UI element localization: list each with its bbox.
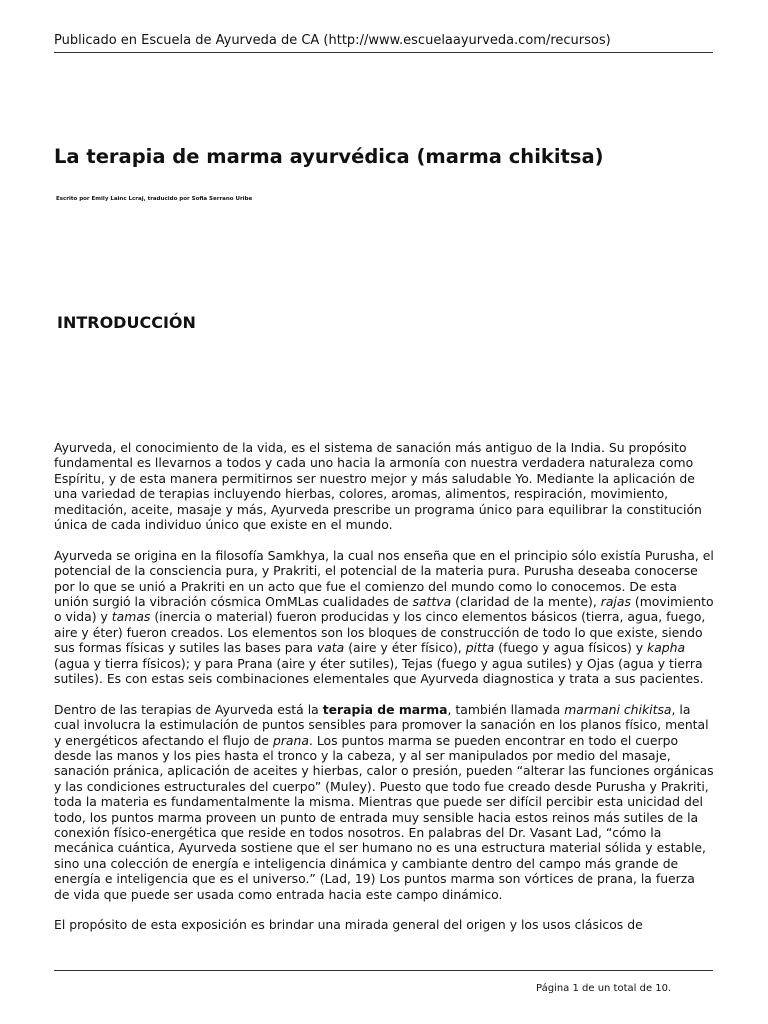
term-vata: vata — [316, 640, 345, 656]
paragraph-2-text: (inercia o material) fueron producidas y los cinco elementos básicos (tierra, agua, fuego, aire y éter) fueron creados. Los elementos son los bloques de construcción de todo lo que existe, siendo sus formas físicas y sutiles las bases para — [54, 609, 706, 656]
paragraph-2-text: (claridad de la mente), — [451, 593, 601, 609]
term-terapia-de-marma: terapia de marma — [322, 701, 448, 717]
term-tamas: tamas — [111, 609, 151, 625]
term-kapha: kapha — [647, 640, 686, 656]
footer-divider — [54, 970, 713, 971]
header-divider — [54, 52, 713, 53]
paragraph-3 — [54, 702, 714, 902]
paragraph-2-text: (agua y tierra físicos); y para Prana (aire y éter sutiles), Tejas (fuego y agua sutiles) y Ojas (agua y tierra sutiles). Es con estas seis combinaciones elementales que Ayurveda diagnostica y trata a sus pacientes. — [54, 655, 704, 686]
section-heading-introduccion: INTRODUCCIÓN — [57, 313, 196, 332]
term-sattva: sattva — [412, 593, 452, 609]
paragraph-4: El propósito de esta exposición es brindar una mirada general del origen y los usos clásicos de — [54, 917, 643, 933]
paragraph-3-text: . Los puntos marma se pueden encontrar en todo el cuerpo desde las manos y los pies hasta el tronco y la cabeza, y al ser manipulados por medio del masaje, sanación pránica, aplicación de aceites y hierbas, calor o presión, pueden “alterar las funciones orgánicas y las condiciones estructurales del cuerpo” (Muley). Puesto que todo fue creado desde Purusha y Prakriti, toda la materia es fundamentalmente la misma. Mientras que puede ser difícil percibir esta unicidad del todo, los puntos marma proveen un punto de entrada muy sensible hacia estos reinos más sutiles de la conexión físico-energética que reside en todos nosotros. En palabras del Dr. Vasant Lad, “cómo la mecánica cuántica, Ayurveda sostiene que el ser humano no es una estructura material sólida y estable, sino una colección de energía e inteligencia dinámica y cambiante dentro del campo más grande de energía e inteligencia que es el universo.” (Lad, 19) Los puntos marma son vórtices de prana, la fuerza de vida que puede ser usada como entrada hacia este campo dinámico. — [54, 732, 714, 902]
paragraph-3-text: Dentro de las terapias de Ayurveda está la — [54, 701, 323, 717]
paragraph-2-text: (aire y éter físico), — [344, 640, 466, 656]
article-title: La terapia de marma ayurvédica (marma chikitsa) — [54, 145, 604, 168]
paragraph-1: Ayurveda, el conocimiento de la vida, es el sistema de sanación más antiguo de la India. Su propósito fundamental es llevarnos a todos y cada uno hacia la armonía con nuestra verdadera naturaleza como Espíritu, y de esta manera permitirnos ser nuestro mejor y más saludable Yo. Mediante la aplicación de una variedad de terapias incluyendo hierbas, colores, aromas, alimentos, respiración, movimiento, meditación, aceite, masaje y más, Ayurveda prescribe un programa único para equilibrar la constitución única de cada individuo único que existe en el mundo. — [54, 440, 702, 533]
term-marmani-chikitsa: marmani chikitsa — [564, 701, 672, 717]
article-body — [54, 440, 714, 948]
paragraph-2-text: Ayurveda se origina en la filosofía Samkhya, la cual nos enseña que en el principio sólo existía Purusha, el potencial de la consciencia pura, y Prakriti, el potencial de la materia pura. Purusha deseaba conocerse por lo que se unió a Prakriti en un acto que fue el comienzo del mundo como lo conocemos. De esta unión surgió la vibración cósmica OmMLas cualidades de — [54, 547, 714, 609]
paragraph-3-text: , también llamada — [447, 701, 565, 717]
paragraph-3-text: , la cual involucra la estimulación de puntos sensibles para promover la sanación en los planos físico, mental y energéticos afectando el flujo de — [54, 701, 709, 748]
term-prana: prana — [272, 732, 309, 748]
page-number: Página 1 de un total de 10. — [536, 983, 672, 994]
paragraph-2-text: (fuego y agua físicos) y — [494, 640, 648, 656]
source-header: Publicado en Escuela de Ayurveda de CA (http://www.escuelaayurveda.com/recursos) — [54, 33, 611, 48]
term-pitta: pitta — [465, 640, 495, 656]
term-rajas: rajas — [600, 593, 631, 609]
article-byline: Escrito por Emily Lainc Lcraj, traducido por Sofia Serrano Uribe — [56, 196, 253, 202]
paragraph-2 — [54, 548, 714, 687]
paragraph-2-text: (movimiento o vida) y — [54, 593, 714, 625]
